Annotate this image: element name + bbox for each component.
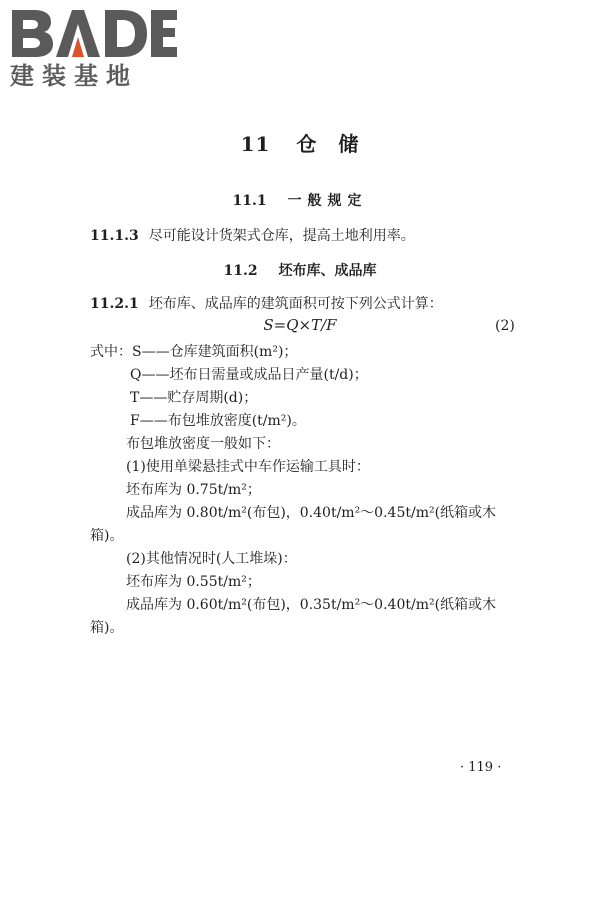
chapter-title-text: 仓 储 [296,132,360,156]
density-intro: 布包堆放密度一般如下： [126,436,280,452]
definition-item: Q——坯布日需量或成品日产量(t/d)； [130,367,368,383]
clause [90,226,415,246]
chapter-number: 11 [240,132,271,156]
svg-text:建装基地: 建装基地 [10,62,138,88]
section-number: 11.1 [232,193,267,209]
density-value: 成品库为 0.80t/m²(布包)，0.40t/m²～0.45t/m²(纸箱或木 [126,505,497,521]
definition-intro: 式中：S——仓库建筑面积(m²)； [90,344,298,360]
brand-logo [8,6,178,88]
definition-item: T——贮存周期(d)； [130,390,258,406]
case-title: (2)其他情况时(人工堆垛)： [126,551,297,567]
section-title [0,260,600,280]
section-title-text: 坯布库、成品库 [278,263,377,279]
section-title [0,190,600,210]
formula: S=Q×T/F [263,316,337,334]
page-number: · 119 · [460,760,502,775]
clause [90,294,443,314]
density-value: 成品库为 0.60t/m²(布包)，0.35t/m²～0.40t/m²(纸箱或木 [126,597,497,613]
density-value: 坯布库为 0.55t/m²； [126,574,261,590]
chapter-title [0,128,600,157]
density-value-continued: 箱)。 [90,620,124,636]
clause-text: 尽可能设计货架式仓库，提高土地利用率。 [148,228,415,244]
case-title: (1)使用单梁悬挂式中车作运输工具时： [126,459,370,475]
density-value: 坯布库为 0.75t/m²； [126,482,261,498]
section-title-text: 一般规定 [287,193,368,209]
clause-number: 11.1.3 [90,228,139,244]
logo-graphic [8,6,178,88]
definition-item: F——布包堆放密度(t/m²)。 [130,413,306,429]
clause-text: 坯布库、成品库的建筑面积可按下列公式计算： [148,296,443,312]
density-value-continued: 箱)。 [90,528,124,544]
clause-number: 11.2.1 [90,296,139,312]
section-number: 11.2 [223,263,258,279]
equation-number: (2) [495,318,515,334]
